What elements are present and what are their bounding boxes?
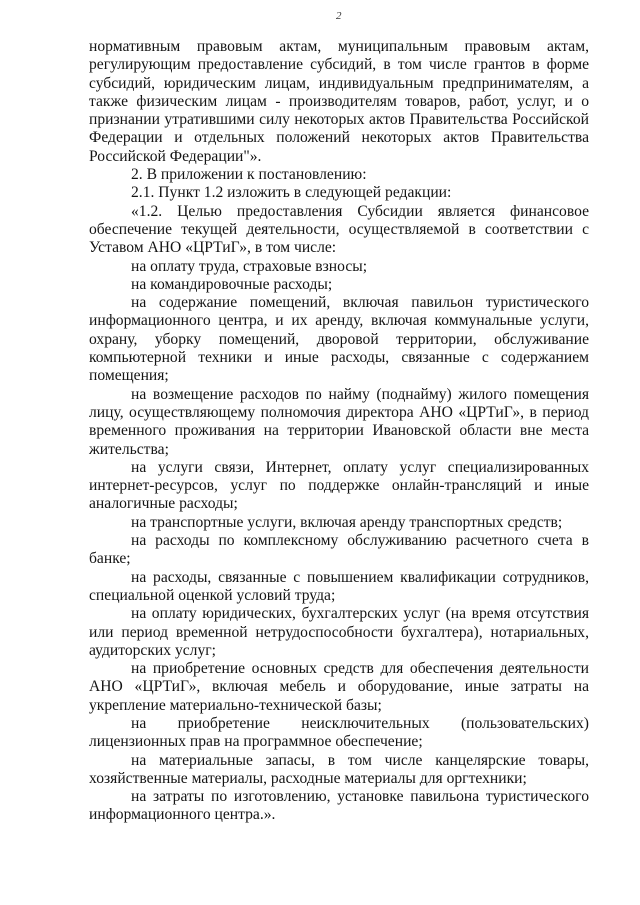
list-item: на затраты по изготовлению, установке павильона туристического информационного центра.».: [89, 788, 589, 824]
list-item: на оплату юридических, бухгалтерских услуг (на время отсутствия или период временной нетрудоспособности бухгалтера), нотариальных, аудиторских услуг;: [89, 605, 589, 659]
list-item: на командировочные расходы;: [131, 275, 333, 293]
list-item: на материальные запасы, в том числе канцелярские товары, хозяйственные материалы, расходные материалы для оргтехники;: [89, 751, 589, 787]
paragraph-clause-1-2: «1.2. Целью предоставления Субсидии является финансовое обеспечение текущей деятельности, осуществляемой в соответствии с Уставом АНО «ЦРТиГ», в том числе:: [89, 202, 589, 257]
document-body: [89, 38, 589, 825]
list-item: на приобретение неисключительных (пользовательских) лицензионных прав на программное обеспечение;: [89, 714, 589, 751]
page-number: 2: [336, 10, 342, 22]
list-item: на оплату труда, страховые взносы;: [131, 257, 368, 275]
list-item: на расходы, связанные с повышением квалификации сотрудников, специальной оценкой условий труда;: [89, 568, 589, 604]
list-item: на расходы по комплексному обслуживанию расчетного счета в банке;: [89, 532, 589, 568]
list-item: на возмещение расходов по найму (поднайму) жилого помещения лицу, осуществляющему полномочия директора АНО «ЦРТиГ», в период временного проживания на территории Ивановской области вне места жительства;: [89, 385, 589, 458]
list-item: на услуги связи, Интернет, оплату услуг специализированных интернет-ресурсов, услуг по поддержке онлайн-трансляций и иные аналогичные расходы;: [89, 458, 589, 513]
paragraph-item-2: 2. В приложении к постановлению:: [131, 166, 367, 184]
paragraph-continuation: нормативным правовым актам, муниципальным правовым актам, регулирующим предоставление субсидий, в том числе грантов в форме субсидий, юридическим лицам, индивидуальным предпринимателям, а также физическим лицам - производителям товаров, работ, услуг, и о признании утратившими силу некоторых актов Правительства Российской Федерации и отдельных положений некоторых актов Правительства Российской Федерации"».: [89, 38, 589, 165]
list-item: на транспортные услуги, включая аренду транспортных средств;: [131, 513, 563, 531]
paragraph-item-2-1: 2.1. Пункт 1.2 изложить в следующей редакции:: [131, 184, 452, 202]
list-item: на содержание помещений, включая павильон туристического информационного центра, и их аренду, включая коммунальные услуги, охрану, уборку помещений, дворовой территории, обслуживание компьютерной техники и иные расходы, связанные с содержанием помещения;: [89, 294, 589, 385]
list-item: на приобретение основных средств для обеспечения деятельности АНО «ЦРТиГ», включая мебель и оборудование, иные затраты на укрепление материально-технической базы;: [89, 660, 589, 714]
